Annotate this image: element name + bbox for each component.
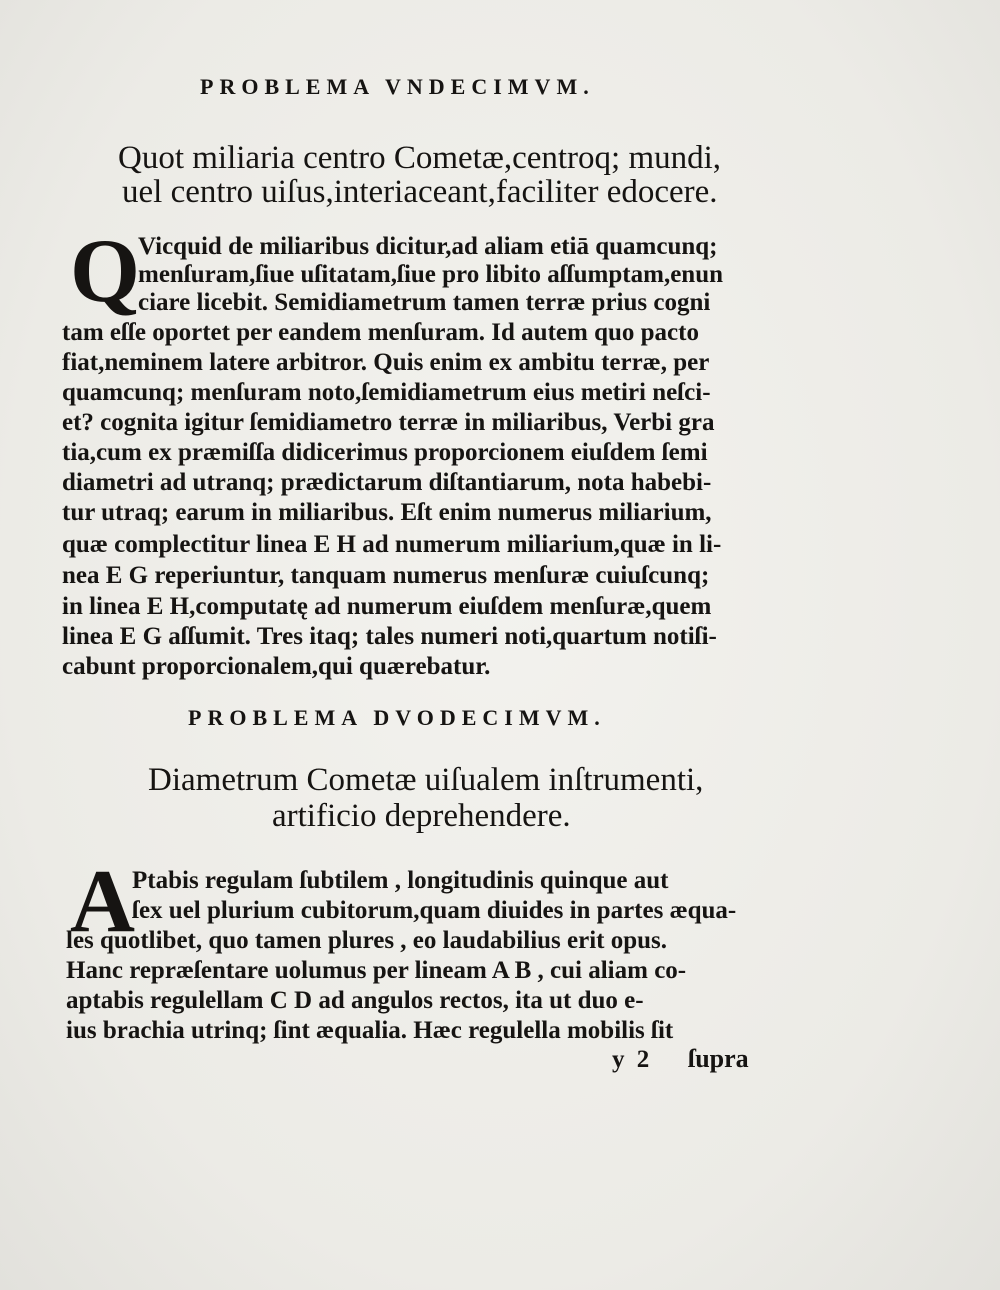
problem-11-body-line: nea E G reperiuntur, tanquam numerus menſuræ cuiuſcunq; xyxy=(62,562,710,589)
problem-11-drop-initial: Q xyxy=(70,222,141,321)
problem-11-heading: PROBLEMA VNDECIMVM. xyxy=(200,74,595,99)
problem-12-drop-initial: A xyxy=(70,852,135,951)
problem-11-body-line: ciare licebit. Semidiametrum tamen terræ prius cogni xyxy=(138,289,711,316)
problem-11-title-line-2: uel centro uiſus,interiaceant,faciliter edocere. xyxy=(122,174,718,210)
problem-11-body-line: tur utraq; earum in miliaribus. Eſt enim numerus miliarium, xyxy=(62,499,712,526)
problem-11-body-line: tam eſſe oportet per eandem menſuram. Id autem quo pacto xyxy=(62,319,699,346)
problem-12-body-line: Hanc repræſentare uolumus per lineam A B , cui aliam co- xyxy=(66,957,687,984)
problem-11-title-line-1: Quot miliaria centro Cometæ,centroq; mundi, xyxy=(118,140,722,176)
problem-11-body-line: menſuram,ſiue uſitatam,ſiue pro libito aſſumptam,enun xyxy=(138,261,723,288)
problem-12-body-line: ius brachia utrinq; ſint æqualia. Hæc regulella mobilis ſit xyxy=(66,1017,674,1044)
problem-11-body-line: diametri ad utranq; prædictarum diſtantiarum, nota habebi- xyxy=(62,469,712,496)
problem-11-body-line: linea E G aſſumit. Tres itaq; tales numeri noti,quartum notiſi- xyxy=(62,623,717,650)
problem-12-title-line-2: artificio deprehendere. xyxy=(272,798,571,834)
problem-11-body-line: cabunt proporcionalem,qui quærebatur. xyxy=(62,653,491,680)
problem-12-heading: PROBLEMA DVODECIMVM. xyxy=(188,705,606,730)
problem-11-body-line: tia,cum ex præmiſſa didicerimus proporcionem eiuſdem ſemi xyxy=(62,439,708,466)
catchword: ſupra xyxy=(688,1044,749,1073)
problem-11-body-line: quamcunq; menſuram noto,ſemidiametrum eius metiri neſci- xyxy=(62,379,711,406)
problem-11-body-line: fiat,neminem latere arbitror. Quis enim ex ambitu terræ, per xyxy=(62,349,710,376)
problem-11-body-line: Vicquid de miliaribus dicitur,ad aliam etiā quamcunq; xyxy=(138,233,718,260)
problem-11-body-line: et? cognita igitur ſemidiametro terræ in miliaribus, Verbi gra xyxy=(62,409,715,436)
problem-12-body-line: aptabis regulellam C D ad angulos rectos, ita ut duo e- xyxy=(66,987,644,1014)
problem-12-title-line-1: Diametrum Cometæ uiſualem inſtrumenti, xyxy=(148,762,704,798)
problem-11-body-line: in linea E H,computatę ad numerum eiuſdem menſuræ,quem xyxy=(62,593,712,620)
problem-12-body-line: les quotlibet, quo tamen plures , eo laudabilius erit opus. xyxy=(66,927,668,954)
problem-12-body-line: Ptabis regulam ſubtilem , longitudinis quinque aut xyxy=(132,867,669,894)
problem-11-body-line: quæ complectitur linea E H ad numerum miliarium,quæ in li- xyxy=(62,531,722,558)
problem-12-body-line: ſex uel plurium cubitorum,quam diuides in partes æqua- xyxy=(132,897,737,924)
signature-mark: y 2 xyxy=(612,1046,653,1073)
